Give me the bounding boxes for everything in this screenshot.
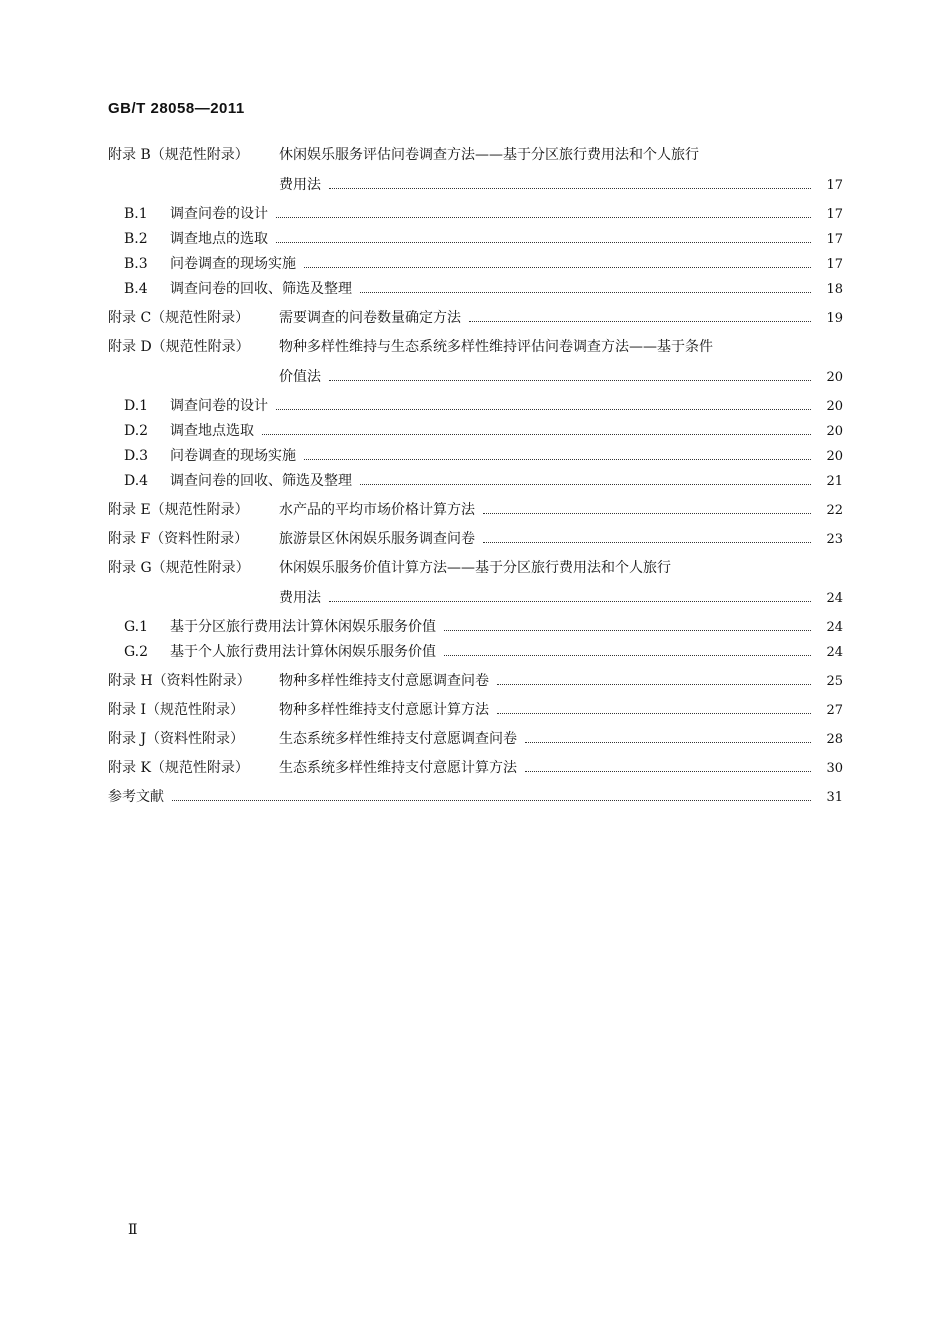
toc-prefix: 附录 H（资料性附录） xyxy=(108,673,251,689)
dot-leader xyxy=(304,459,811,460)
toc-title: 调查问卷的设计 xyxy=(170,398,268,414)
toc-page: 22 xyxy=(826,503,843,518)
toc-entry-b1[interactable] xyxy=(108,203,843,228)
toc-prefix: 附录 E（规范性附录） xyxy=(108,502,249,518)
toc-page: 28 xyxy=(826,732,843,747)
toc-title: 休闲娱乐服务价值计算方法——基于分区旅行费用法和个人旅行 xyxy=(279,560,671,576)
dot-leader xyxy=(304,267,811,268)
toc-entry-g1[interactable] xyxy=(108,616,843,641)
toc-title-continued: 费用法 xyxy=(279,590,321,606)
toc-page: 20 xyxy=(826,399,843,414)
toc-title-continued: 价值法 xyxy=(279,369,321,385)
toc-title: 调查问卷的设计 xyxy=(170,206,268,222)
dot-leader xyxy=(444,655,811,656)
toc-entry-appendix-i[interactable] xyxy=(108,699,843,728)
toc-title: 旅游景区休闲娱乐服务调查问卷 xyxy=(279,531,475,547)
toc-entry-b4[interactable] xyxy=(108,278,843,307)
toc-title: 基于个人旅行费用法计算休闲娱乐服务价值 xyxy=(170,644,436,660)
toc-number: B.2 xyxy=(124,231,148,247)
toc-entry-appendix-d[interactable] xyxy=(108,336,843,395)
toc-page: 20 xyxy=(826,449,843,464)
toc-title: 需要调查的问卷数量确定方法 xyxy=(279,310,461,326)
dot-leader xyxy=(329,380,811,381)
toc-number: D.2 xyxy=(124,423,149,439)
toc-title: 物种多样性维持支付意愿调查问卷 xyxy=(279,673,489,689)
dot-leader xyxy=(444,630,811,631)
toc-prefix: 附录 B（规范性附录） xyxy=(108,147,249,163)
toc-entry-references[interactable] xyxy=(108,786,843,815)
dot-leader xyxy=(525,742,811,743)
toc-title: 生态系统多样性维持支付意愿调查问卷 xyxy=(279,731,517,747)
toc-title: 水产品的平均市场价格计算方法 xyxy=(279,502,475,518)
toc-entry-appendix-c[interactable] xyxy=(108,307,843,336)
toc-title: 物种多样性维持支付意愿计算方法 xyxy=(279,702,489,718)
toc-prefix: 附录 J（资料性附录） xyxy=(108,731,245,747)
dot-leader xyxy=(172,800,811,801)
toc-title: 问卷调查的现场实施 xyxy=(170,256,296,272)
toc-prefix: 附录 C（规范性附录） xyxy=(108,310,250,326)
toc-entry-d1[interactable] xyxy=(108,395,843,420)
toc-entry-b3[interactable] xyxy=(108,253,843,278)
toc-page: 25 xyxy=(826,674,843,689)
toc-prefix: 附录 I（规范性附录） xyxy=(108,702,244,718)
toc-title: 参考文献 xyxy=(108,789,164,805)
toc-prefix: 附录 K（规范性附录） xyxy=(108,760,249,776)
toc-page: 20 xyxy=(826,424,843,439)
toc-page: 27 xyxy=(826,703,843,718)
dot-leader xyxy=(360,292,811,293)
standard-code: GB/T 28058—2011 xyxy=(108,100,245,117)
toc-page: 24 xyxy=(826,591,843,606)
toc-entry-appendix-k[interactable] xyxy=(108,757,843,786)
toc-entry-b2[interactable] xyxy=(108,228,843,253)
toc-title-continued: 费用法 xyxy=(279,177,321,193)
toc-number: D.4 xyxy=(124,473,149,489)
toc-entry-g2[interactable] xyxy=(108,641,843,670)
toc-page: 30 xyxy=(826,761,843,776)
dot-leader xyxy=(525,771,811,772)
dot-leader xyxy=(497,713,811,714)
toc-number: D.3 xyxy=(124,448,149,464)
toc-page: 21 xyxy=(826,474,843,489)
toc-page: 20 xyxy=(826,370,843,385)
toc-page: 17 xyxy=(826,178,843,193)
toc-title: 调查地点选取 xyxy=(170,423,254,439)
toc-entry-appendix-j[interactable] xyxy=(108,728,843,757)
toc-prefix: 附录 D（规范性附录） xyxy=(108,339,250,355)
toc-entry-appendix-f[interactable] xyxy=(108,528,843,557)
toc-page: 19 xyxy=(826,311,843,326)
toc-page: 31 xyxy=(826,790,843,805)
toc-number: B.1 xyxy=(124,206,148,222)
toc-number: B.3 xyxy=(124,256,148,272)
dot-leader xyxy=(483,542,811,543)
toc-entry-appendix-h[interactable] xyxy=(108,670,843,699)
toc-page: 17 xyxy=(826,207,843,222)
toc-entry-d2[interactable] xyxy=(108,420,843,445)
dot-leader xyxy=(262,434,811,435)
toc-entry-d3[interactable] xyxy=(108,445,843,470)
toc-page: 23 xyxy=(826,532,843,547)
toc-page: 18 xyxy=(826,282,843,297)
toc-number: G.1 xyxy=(124,619,149,635)
dot-leader xyxy=(329,188,811,189)
toc-title: 调查地点的选取 xyxy=(170,231,268,247)
toc-prefix: 附录 F（资料性附录） xyxy=(108,531,249,547)
dot-leader xyxy=(469,321,811,322)
toc-page: 24 xyxy=(826,645,843,660)
toc-title: 调查问卷的回收、筛选及整理 xyxy=(170,281,352,297)
toc-number: D.1 xyxy=(124,398,149,414)
toc-number: G.2 xyxy=(124,644,149,660)
dot-leader xyxy=(276,409,811,410)
toc-title: 生态系统多样性维持支付意愿计算方法 xyxy=(279,760,517,776)
table-of-contents xyxy=(108,144,843,815)
toc-page: 17 xyxy=(826,232,843,247)
dot-leader xyxy=(329,601,811,602)
toc-title: 基于分区旅行费用法计算休闲娱乐服务价值 xyxy=(170,619,436,635)
page-number: Ⅱ xyxy=(128,1222,138,1238)
dot-leader xyxy=(483,513,811,514)
toc-entry-appendix-e[interactable] xyxy=(108,499,843,528)
toc-title: 问卷调查的现场实施 xyxy=(170,448,296,464)
toc-entry-d4[interactable] xyxy=(108,470,843,499)
toc-page: 17 xyxy=(826,257,843,272)
dot-leader xyxy=(276,242,811,243)
toc-title: 物种多样性维持与生态系统多样性维持评估问卷调查方法——基于条件 xyxy=(279,339,713,355)
dot-leader xyxy=(497,684,811,685)
toc-prefix: 附录 G（规范性附录） xyxy=(108,560,250,576)
dot-leader xyxy=(276,217,811,218)
toc-entry-appendix-b[interactable] xyxy=(108,144,843,203)
toc-entry-appendix-g[interactable] xyxy=(108,557,843,616)
toc-title: 休闲娱乐服务评估问卷调查方法——基于分区旅行费用法和个人旅行 xyxy=(279,147,699,163)
toc-page: 24 xyxy=(826,620,843,635)
toc-title: 调查问卷的回收、筛选及整理 xyxy=(170,473,352,489)
dot-leader xyxy=(360,484,811,485)
toc-number: B.4 xyxy=(124,281,148,297)
